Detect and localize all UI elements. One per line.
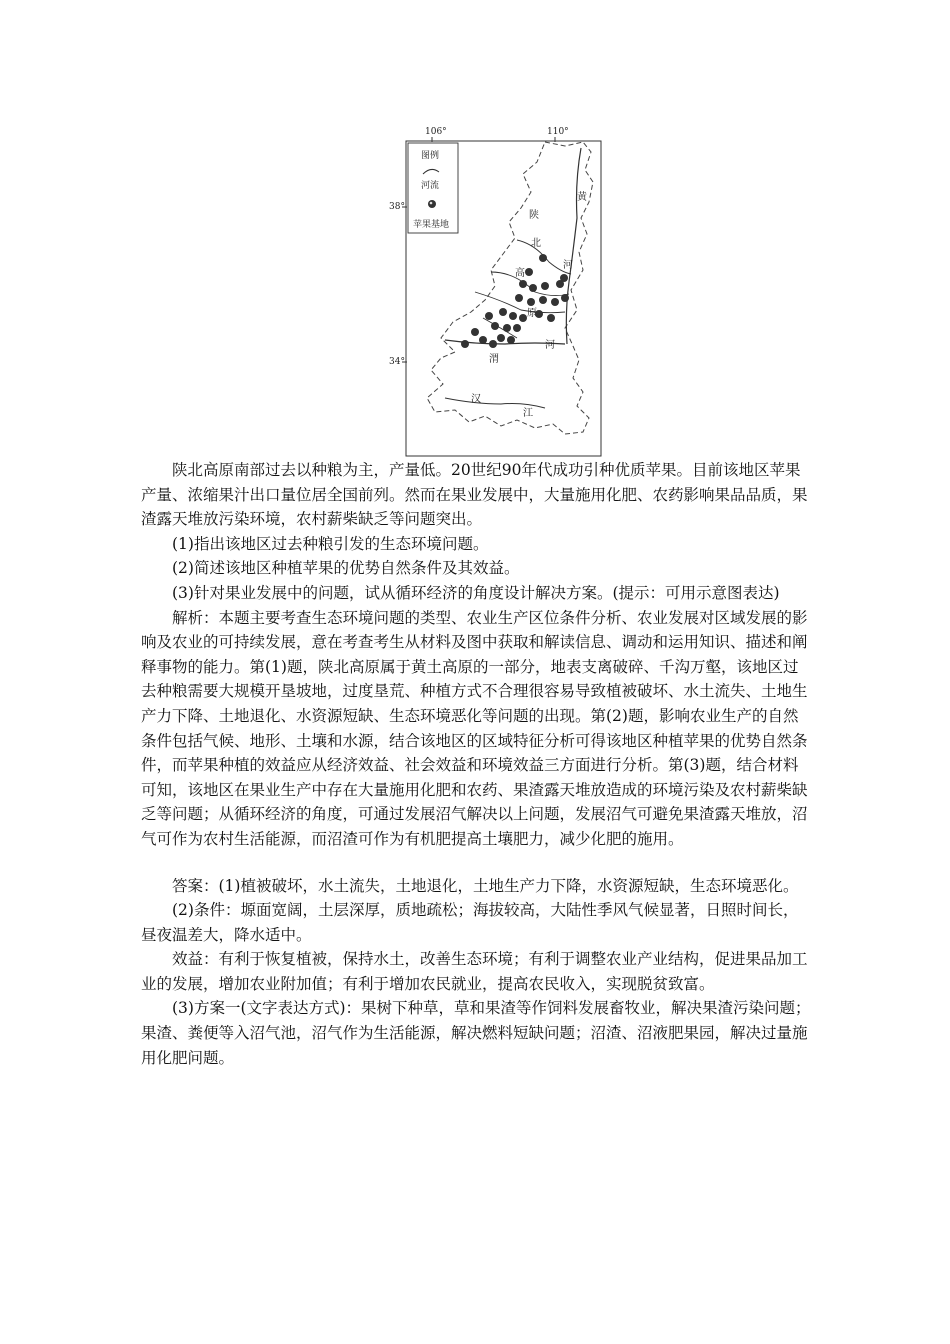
- analysis-paragraph: 解析：本题主要考查生态环境问题的类型、农业生产区位条件分析、农业发展对区域发展的影响及农业的可持续发展，意在考查考生从材料及图中获取和解读信息、调动和运用知识、描述和阐释事物的能力。第(1)题，陕北高原属于黄土高原的一部分，地表支离破碎、千沟万壑，该地区过去种粮需要大规模开垦坡地，过度垦荒、种植方式不合理很容易导致植被破坏、水土流失、土地生产力下降、土地退化、水资源短缺、生态环境恶化等问题的出现。第(2)题，影响农业生产的自然条件包括气候、地形、土壤和水源，结合该地区的区域特征分析可得该地区种植苹果的优势自然条件，而苹果种植的效益应从经济效益、社会效益和环境效益三方面进行分析。第(3)题，结合材料可知，该地区在果业生产中存在大量施用化肥和农药、果渣露天堆放造成的环境污染及农村薪柴缺乏等问题；从循环经济的角度，可通过发展沼气解决以上问题，发展沼气可避免果渣露天堆放，沼气可作为农村生活能源，而沼渣可作为有机肥提高土壤肥力，减少化肥的施用。: [141, 608, 808, 848]
- apple-base-marker: [527, 298, 535, 306]
- apple-base-marker: [541, 282, 549, 290]
- legend-apple-base-icon: [428, 200, 436, 208]
- map-figure: [389, 122, 605, 458]
- label-yuan: 原: [527, 308, 537, 319]
- apple-base-marker: [556, 280, 564, 288]
- apple-base-marker: [509, 312, 517, 320]
- label-han: 汉: [471, 394, 481, 405]
- answer-3: (3)方案一(文字表达方式)：果树下种草，草和果渣等作饲料发展畜牧业，解决果渣污染问题；果渣、粪便等入沼气池，沼气作为生活能源，解决燃料短缺问题；沼渣、沼液肥果园，解决过量施用化肥问题。: [141, 999, 811, 1067]
- legend-river-label: 河流: [421, 181, 440, 191]
- apple-base-marker: [525, 268, 533, 276]
- answer-2-conditions: (2)条件：塬面宽阔，土层深厚，质地疏松；海拔较高，大陆性季风气候显著，日照时间长，昼夜温差大，降水适中。: [141, 901, 799, 944]
- label-gao: 高: [515, 268, 525, 279]
- label-huang: 黄: [577, 192, 587, 203]
- apple-base-marker: [519, 280, 527, 288]
- apple-base-marker: [547, 314, 555, 322]
- apple-base-marker: [539, 254, 547, 262]
- apple-base-marker: [551, 298, 559, 306]
- lon-label-110: 110°: [547, 127, 569, 137]
- legend-base-label: 苹果基地: [413, 220, 450, 230]
- legend-title: 图例: [421, 151, 440, 161]
- map-svg: [389, 122, 605, 458]
- apple-base-marker: [515, 294, 523, 302]
- question-3: (3)针对果业发展中的问题，试从循环经济的角度设计解决方案。(提示：可用示意图表达): [172, 583, 780, 602]
- question-text: [141, 458, 811, 1070]
- lat-label-34: 34°: [389, 357, 405, 367]
- apple-base-marker: [561, 294, 569, 302]
- apple-base-marker: [479, 336, 487, 344]
- apple-base-marker: [539, 296, 547, 304]
- apple-base-marker: [513, 324, 521, 332]
- label-shan: 陕: [529, 210, 539, 221]
- intro-paragraph: 陕北高原南部过去以种粮为主，产量低。20世纪90年代成功引种优质苹果。目前该地区苹果产量、浓缩果汁出口量位居全国前列。然而在果业发展中，大量施用化肥、农药影响果品品质，果渣露天堆放污染环境，农村薪柴缺乏等问题突出。: [141, 461, 808, 529]
- apple-base-marker: [471, 328, 479, 336]
- apple-base-marker: [519, 314, 527, 322]
- label-he-top: 河: [563, 260, 573, 271]
- apple-base-marker: [507, 336, 515, 344]
- apple-base-marker: [497, 334, 505, 342]
- label-bei: 北: [531, 238, 541, 249]
- apple-base-marker: [503, 324, 511, 332]
- answer-1: 答案：(1)植被破坏，水土流失，土地退化，土地生产力下降，水资源短缺，生态环境恶化。: [172, 876, 799, 895]
- lat-label-38: 38°: [389, 202, 405, 212]
- apple-base-marker: [485, 312, 493, 320]
- han-river: [445, 398, 545, 408]
- answer-2-benefits: 效益：有利于恢复植被，保持水土，改善生态环境；有利于调整农业产业结构，促进果品加工业的发展，增加农业附加值；有利于增加农民就业，提高农民收入，实现脱贫致富。: [141, 950, 808, 993]
- label-he-bottom: 河: [545, 340, 555, 351]
- question-1: (1)指出该地区过去种粮引发的生态环境问题。: [172, 534, 489, 553]
- question-2: (2)简述该地区种植苹果的优势自然条件及其效益。: [172, 559, 520, 578]
- apple-base-marker: [529, 284, 537, 292]
- label-wei: 渭: [489, 354, 499, 365]
- lon-label-106: 106°: [425, 127, 447, 137]
- apple-base-marker: [499, 308, 507, 316]
- label-jiang: 江: [523, 408, 533, 419]
- apple-base-marker: [491, 322, 499, 330]
- apple-base-marker: [461, 340, 469, 348]
- apple-base-marker: [489, 340, 497, 348]
